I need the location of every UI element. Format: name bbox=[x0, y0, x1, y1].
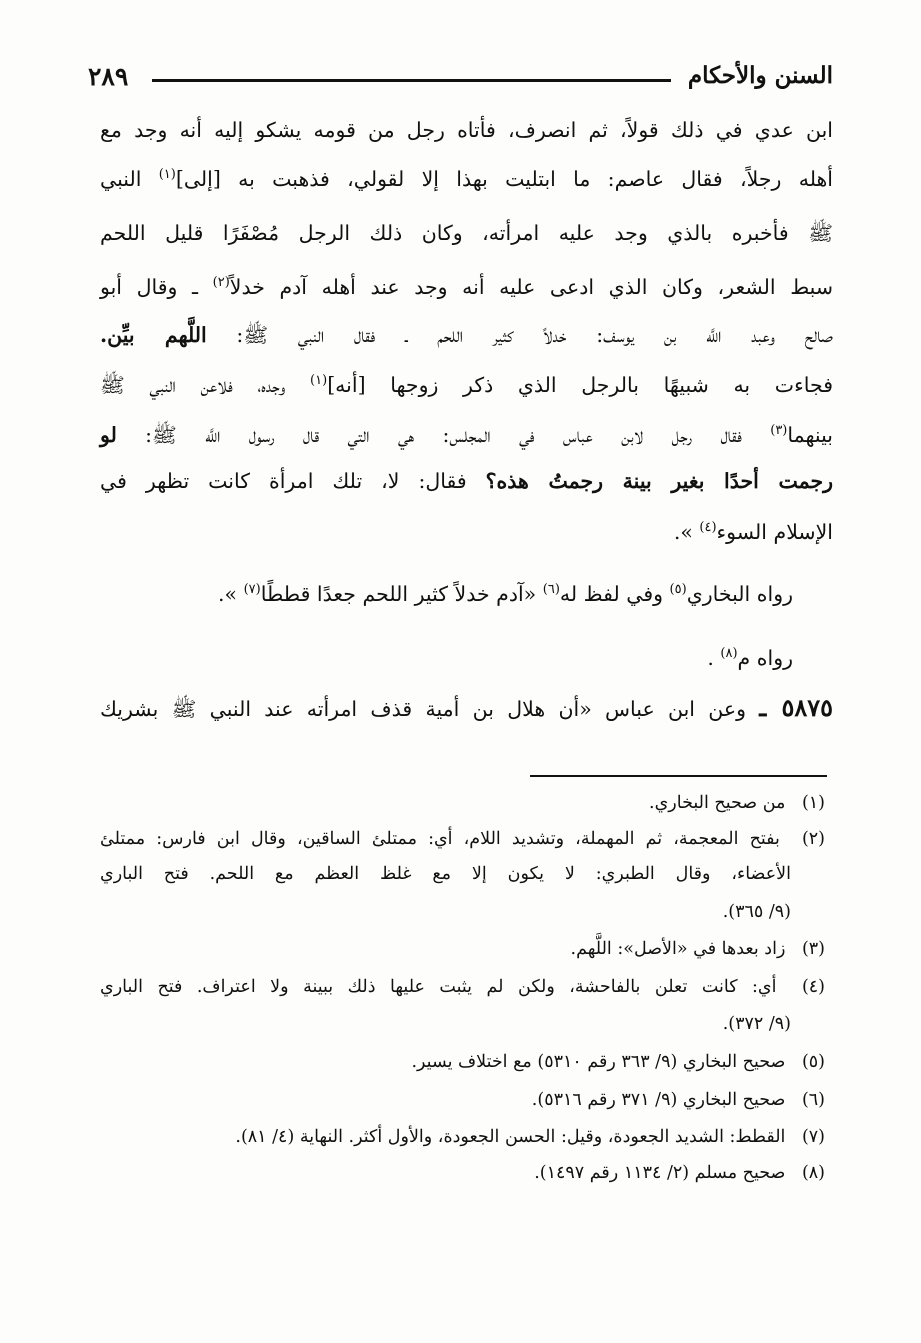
footnote-ref: (٢) bbox=[212, 275, 230, 290]
text-line: رجمت أحدًا بغير بينة رجمتُ هذه؟ فقال: لا، تلك امرأة كانت تظهر في bbox=[100, 469, 834, 493]
footnote-ref: (٣) bbox=[770, 423, 788, 438]
footnote: (٤) أي: كانت تعلن بالفاحشة، ولكن لم يثبت عليها ذلك ببينة ولا اعتراف. فتح الباري bbox=[100, 977, 825, 997]
footnote: (٣) زاد بعدها في «الأصل»: اللَّهم. bbox=[570, 939, 825, 959]
header-rule bbox=[152, 79, 671, 82]
text-line: رواه م$^{(٨)}$ . bbox=[707, 646, 793, 670]
text-line: صالح وعبد اللَّه بن يوسف: خدلاً كثير اللحم ـ فقال النبي ﷺ: اللَّهم بيِّن. bbox=[100, 323, 833, 347]
running-header-title: السنن والأحكام bbox=[687, 62, 833, 89]
footnote-ref: (١) bbox=[158, 167, 176, 182]
footnote-ref: (٧) bbox=[243, 582, 261, 597]
hadith-text-bold: رجمت أحدًا بغير بينة رجمتُ هذه؟ bbox=[485, 469, 834, 493]
hadith-text-bold: لو bbox=[100, 423, 117, 447]
text-line: سبط الشعر، وكان الذي ادعى عليه أنه وجد عند أهله آدم خدلاً$^{(٢)}$ ـ وقال أبو bbox=[100, 275, 834, 299]
footnote-continuation: (٩/ ٣٦٥). bbox=[722, 902, 791, 922]
text-line: ﷺ فأخبره بالذي وجد عليه امرأته، وكان ذلك الرجل مُصْفَرًا قليل اللحم bbox=[100, 221, 833, 245]
footnote: (٥) صحيح البخاري (٩/ ٣٦٣ رقم ٥٣١٠) مع اختلاف يسير. bbox=[411, 1052, 825, 1072]
hadith-start-line: ٥٨٧٥ ـ وعن ابن عباس «أن هلال بن أمية قذف امرأته عند النبي ﷺ بشريك bbox=[100, 693, 834, 722]
footnote-ref: (٦) bbox=[542, 582, 560, 597]
text-line: فجاءت به شبيهًا بالرجل الذي ذكر زوجها [أنه]$^{(١)}$ وجده، فلاعن النبي ﷺ bbox=[100, 373, 833, 397]
footnote-ref: (٤) bbox=[699, 520, 717, 535]
text-line: الإسلام السوء$^{(٤)}$ ». bbox=[673, 520, 833, 544]
footnote-separator bbox=[530, 775, 827, 777]
footnote: (٧) القطط: الشديد الجعودة، وقيل: الحسن الجعودة، والأول أكثر. النهاية (٤/ ٨١). bbox=[235, 1127, 825, 1147]
footnote-ref: (١) bbox=[310, 373, 328, 388]
footnote: (١) من صحيح البخاري. bbox=[649, 793, 825, 813]
text-line: بينهما$^{(٣)}$ فقال رجل لابن عباس في المجلس: هي التي قال رسول اللَّه ﷺ: لو bbox=[100, 423, 833, 447]
page-number: ٢٨٩ bbox=[88, 62, 129, 91]
footnote-ref: (٨) bbox=[720, 646, 738, 661]
text-line: أهله رجلاً، فقال عاصم: ما ابتليت بهذا إلا لقولي، فذهبت به [إلى]$^{(١)}$ النبي bbox=[100, 167, 833, 191]
footnote-continuation: الأعضاء، وقال الطبري: لا يكون إلا مع غلظ العظم مع اللحم. فتح الباري bbox=[100, 864, 791, 884]
footnote: (٦) صحيح البخاري (٩/ ٣٧١ رقم ٥٣١٦). bbox=[531, 1090, 825, 1110]
footnote-ref: (٥) bbox=[669, 582, 687, 597]
footnote: (٢) بفتح المعجمة، ثم المهملة، وتشديد اللام، أي: ممتلئ الساقين، وقال ابن فارس: ممتلئ bbox=[100, 829, 825, 849]
hadith-text-bold: اللَّهم بيِّن. bbox=[100, 323, 207, 347]
text-line: رواه البخاري$^{(٥)}$ وفي لفظ له$^{(٦)}$ «آدم خدلاً كثير اللحم جعدًا قططًا$^{(٧)}$ ». bbox=[218, 582, 793, 606]
footnote-continuation: (٩/ ٣٧٢). bbox=[722, 1014, 791, 1034]
text-line: ابن عدي في ذلك قولاً، ثم انصرف، فأتاه رجل من قومه يشكو إليه أنه وجد مع bbox=[100, 118, 833, 142]
footnote: (٨) صحيح مسلم (٢/ ١١٣٤ رقم ١٤٩٧). bbox=[534, 1163, 825, 1183]
hadith-number: ٥٨٧٥ ـ bbox=[759, 693, 834, 722]
